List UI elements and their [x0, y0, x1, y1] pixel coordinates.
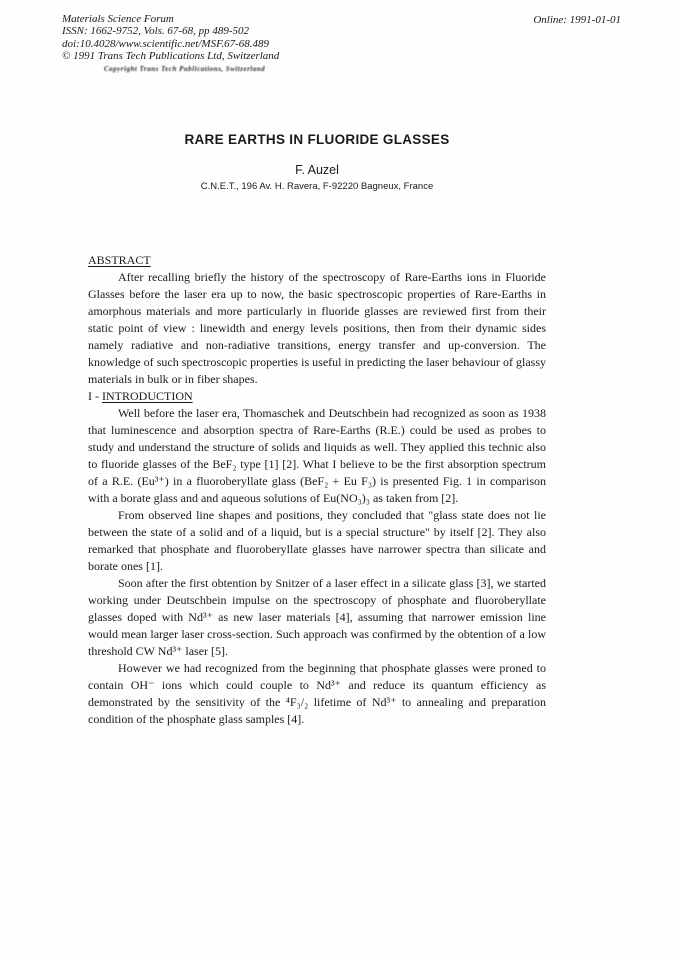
paper-title: RARE EARTHS IN FLUORIDE GLASSES — [184, 132, 450, 147]
journal-header — [62, 13, 279, 63]
abstract-heading-label: ABSTRACT — [88, 253, 151, 267]
online-date: Online: 1991-01-01 — [533, 14, 621, 26]
title-block — [88, 133, 546, 192]
copyright-line: © 1991 Trans Tech Publications Ltd, Switzerland — [62, 50, 280, 63]
section-title: INTRODUCTION — [102, 389, 193, 403]
copyright-overprint: Copyright Trans Tech Publications, Switzerland — [104, 65, 266, 73]
body-paragraph: However we had recognized from the beginning that phosphate glasses were proned to contain OH⁻ ions which could couple to Nd³⁺ and reduce its quantum efficiency as demonstrated by the sensitivity of the ⁴F₃/₂ lifetime of Nd³⁺ to annealing and preparation condition of the phosphate glass samples [4]. — [88, 661, 546, 726]
author-name: F. Auzel — [295, 163, 339, 177]
issn-line: ISSN: 1662-9752, Vols. 67-68, pp 489-502 — [62, 25, 249, 38]
doi-line: doi:10.4028/www.scientific.net/MSF.67-68.489 — [62, 37, 270, 50]
introduction-heading — [88, 388, 546, 405]
abstract-heading — [88, 252, 546, 269]
abstract-text: After recalling briefly the history of the spectroscopy of Rare-Earths ions in Fluoride Glasses before the laser era up to now, the basic spectroscopic properties of Rare-Earths in amorphous materials and more particularly in fluoride glasses are reviewed first from their static point of view : linewidth and energy levels positions, then from their dynamic sides namely radiative and non-radiative transitions, energy transfer and up-conversion. The knowledge of such spectroscopic properties is useful in predicting the laser behaviour of glassy materials in bulk or in fiber shapes. — [88, 270, 546, 386]
journal-name: Materials Science Forum — [62, 13, 174, 25]
body-paragraph: From observed line shapes and positions, they concluded that "glass state does not lie between the state of a solid and of a liquid, but is a special structure" by itself [2]. They also remarked that phosphate and fluoroberyllate glasses have narrower spectra than silicate and borate ones [1]. — [88, 508, 546, 573]
body-paragraph: Soon after the first obtention by Snitzer of a laser effect in a silicate glass [3], we started working under Deutschbein impulse on the spectroscopy of phosphate and fluoroberyllate glasses doped with Nd³⁺ as new laser materials [4], assuming that narrower emission line would mean larger laser cross-section. Such approach was confirmed by the obtention of a low threshold CW Nd³⁺ laser [5]. — [88, 576, 546, 658]
section-number: I - — [88, 389, 102, 403]
body-paragraph: Well before the laser era, Thomaschek and Deutschbein had recognized as soon as 1938 that luminescence and absorption spectra of Rare-Earths (R.E.) could be used as probes to study and understand the structure of solids and liquids as well. They applied this technic also to fluoride glasses of the BeF₂ type [1] [2]. What I believe to be the first absorption spectrum of a R.E. (Eu³⁺) in a fluoroberyllate glass (BeF₂ + Eu F₃) is presented Fig. 1 in comparison with a borate glass and and aqueous solutions of Eu(NO₃)₃ as taken from [2]. — [88, 406, 546, 505]
author-affiliation: C.N.E.T., 196 Av. H. Ravera, F-92220 Bagneux, France — [200, 181, 434, 192]
article-body — [88, 252, 546, 728]
